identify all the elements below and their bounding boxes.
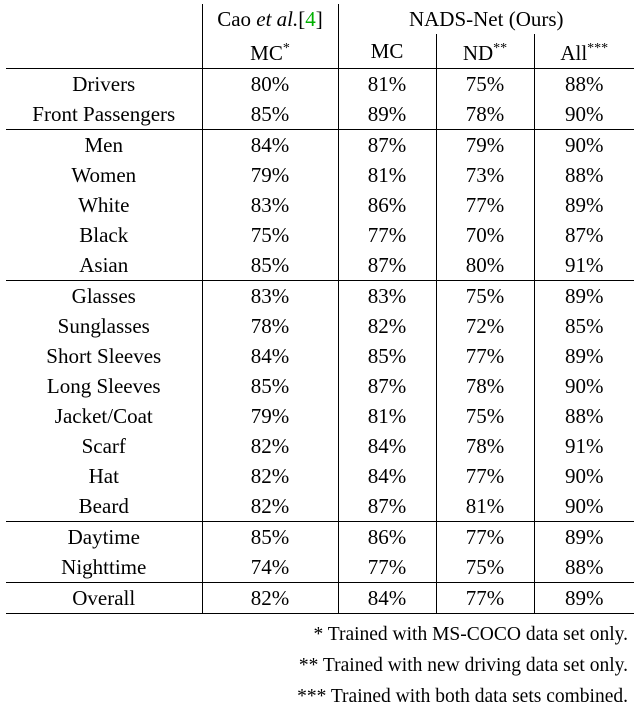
cell-nads-mc: 81% xyxy=(338,69,436,100)
cell-nads-nd: 70% xyxy=(436,220,534,250)
cell-nads-nd: 73% xyxy=(436,160,534,190)
row-label: Drivers xyxy=(72,72,136,96)
cell-cao-mc: 75% xyxy=(202,220,338,250)
table-row xyxy=(6,341,634,371)
cell-nads-all: 89% xyxy=(565,193,604,217)
row-label: Sunglasses xyxy=(57,314,150,338)
header-cao-name: Cao xyxy=(217,7,252,31)
header-group-row xyxy=(6,4,634,34)
cell-overall-cao-mc: 82% xyxy=(202,583,338,614)
table-row xyxy=(6,281,634,312)
cell-nads-mc: 87% xyxy=(338,371,436,401)
header-nads-mc-text: MC xyxy=(370,39,404,63)
cell-nads-all: 90% xyxy=(565,374,604,398)
table-row xyxy=(6,491,634,522)
cell-cao-mc: 79% xyxy=(202,401,338,431)
cell-nads-nd: 77% xyxy=(436,522,534,553)
cell-nads-nd: 75% xyxy=(436,281,534,312)
cell-cao-mc: 83% xyxy=(202,281,338,312)
header-nads-nd xyxy=(436,34,534,69)
cell-nads-nd: 79% xyxy=(436,130,534,161)
row-label: Men xyxy=(84,133,123,157)
cell-nads-nd: 77% xyxy=(436,190,534,220)
table-row xyxy=(6,250,634,281)
cell-cao-mc: 84% xyxy=(202,341,338,371)
table-row xyxy=(6,401,634,431)
cell-nads-mc: 81% xyxy=(338,160,436,190)
cell-cao-mc: 78% xyxy=(202,311,338,341)
table-row xyxy=(6,190,634,220)
table-row xyxy=(6,311,634,341)
table-row xyxy=(6,130,634,161)
cell-nads-all: 88% xyxy=(534,552,634,583)
header-nads-all-sup: *** xyxy=(587,41,609,56)
row-label: Long Sleeves xyxy=(46,374,161,398)
cell-nads-mc: 77% xyxy=(338,552,436,583)
row-label: White xyxy=(78,193,130,217)
row-label: Glasses xyxy=(71,284,136,308)
cell-cao-mc: 82% xyxy=(202,491,338,522)
table-figure xyxy=(0,4,640,718)
cell-nads-mc: 83% xyxy=(338,281,436,312)
header-cao-mc-sup: * xyxy=(282,41,290,56)
cell-nads-all: 87% xyxy=(565,223,604,247)
cell-nads-all: 88% xyxy=(565,72,604,96)
table-footnotes xyxy=(0,619,630,712)
table-header xyxy=(6,4,634,69)
table-body xyxy=(6,69,634,614)
cell-nads-all: 89% xyxy=(565,525,604,549)
footnote-1: * Trained with MS-COCO data set only. xyxy=(313,624,628,645)
cell-cao-mc: 82% xyxy=(202,461,338,491)
row-label: Short Sleeves xyxy=(46,344,162,368)
header-cao-etal: et al. xyxy=(256,7,299,31)
table-row xyxy=(6,220,634,250)
header-nads-mc xyxy=(338,34,436,69)
cell-nads-mc: 84% xyxy=(338,431,436,461)
citation-link-4[interactable]: 4 xyxy=(305,7,316,31)
row-label: Daytime xyxy=(67,525,140,549)
footnote-3: *** Trained with both data sets combined. xyxy=(297,686,628,707)
cell-nads-all: 91% xyxy=(565,434,604,458)
row-label: Front Passengers xyxy=(6,99,202,130)
cell-overall-nads-mc: 84% xyxy=(338,583,436,614)
header-cao-mc xyxy=(202,34,338,69)
cell-cao-mc: 85% xyxy=(202,522,338,553)
cell-nads-mc: 85% xyxy=(338,341,436,371)
cell-nads-mc: 84% xyxy=(338,461,436,491)
cell-nads-all: 90% xyxy=(534,99,634,130)
cell-nads-all: 89% xyxy=(565,344,604,368)
footnote-2: ** Trained with new driving data set only. xyxy=(298,655,628,676)
row-label: Jacket/Coat xyxy=(54,404,153,428)
row-label: Hat xyxy=(88,464,119,488)
header-nads-nd-text: ND xyxy=(462,41,494,65)
cell-cao-mc: 80% xyxy=(202,69,338,100)
cell-nads-mc: 86% xyxy=(338,522,436,553)
header-group-cao xyxy=(202,4,338,34)
cell-nads-all: 90% xyxy=(565,464,604,488)
cell-nads-all: 85% xyxy=(565,314,604,338)
cell-nads-nd: 81% xyxy=(436,491,534,522)
cell-nads-nd: 75% xyxy=(436,401,534,431)
header-nads-all-text: All xyxy=(560,41,588,65)
table-row xyxy=(6,461,634,491)
header-sub-spacer xyxy=(6,34,202,69)
results-table xyxy=(6,4,634,614)
cell-cao-mc: 84% xyxy=(202,130,338,161)
cell-nads-all: 88% xyxy=(565,404,604,428)
table-row xyxy=(6,552,634,583)
cell-cao-mc: 74% xyxy=(202,552,338,583)
cell-cao-mc: 85% xyxy=(202,250,338,281)
cell-nads-nd: 75% xyxy=(436,69,534,100)
cell-overall-nads-all: 89% xyxy=(534,583,634,614)
cell-cao-mc: 82% xyxy=(202,431,338,461)
cell-nads-mc: 86% xyxy=(338,190,436,220)
header-cao-bracket-close: ] xyxy=(315,7,323,31)
table-row xyxy=(6,371,634,401)
row-label: Women xyxy=(71,163,137,187)
row-label: Asian xyxy=(6,250,202,281)
cell-nads-mc: 82% xyxy=(338,311,436,341)
header-nads-nd-sup: ** xyxy=(493,41,508,56)
cell-nads-all: 90% xyxy=(565,133,604,157)
cell-nads-mc: 77% xyxy=(338,220,436,250)
cell-nads-nd: 78% xyxy=(436,99,534,130)
table-row xyxy=(6,522,634,553)
cell-nads-nd: 72% xyxy=(436,311,534,341)
cell-cao-mc: 85% xyxy=(202,371,338,401)
cell-overall-nads-nd: 77% xyxy=(436,583,534,614)
cell-nads-nd: 78% xyxy=(436,371,534,401)
row-label: Nighttime xyxy=(6,552,202,583)
cell-cao-mc: 79% xyxy=(202,160,338,190)
cell-nads-all: 89% xyxy=(565,284,604,308)
cell-nads-nd: 80% xyxy=(436,250,534,281)
table-row xyxy=(6,69,634,100)
cell-nads-mc: 89% xyxy=(338,99,436,130)
cell-nads-all: 91% xyxy=(534,250,634,281)
cell-nads-nd: 75% xyxy=(436,552,534,583)
row-label: Beard xyxy=(6,491,202,522)
cell-nads-all: 90% xyxy=(534,491,634,522)
header-group-nads: NADS-Net (Ours) xyxy=(408,7,564,31)
cell-nads-mc: 87% xyxy=(338,130,436,161)
header-spacer xyxy=(6,4,202,34)
cell-nads-mc: 87% xyxy=(338,491,436,522)
table-row xyxy=(6,160,634,190)
cell-nads-all: 88% xyxy=(565,163,604,187)
cell-cao-mc: 83% xyxy=(202,190,338,220)
cell-nads-nd: 77% xyxy=(436,461,534,491)
row-label: Black xyxy=(79,223,129,247)
header-cao-mc-text: MC xyxy=(250,41,283,65)
cell-cao-mc: 85% xyxy=(202,99,338,130)
cell-nads-mc: 81% xyxy=(338,401,436,431)
header-sub-row xyxy=(6,34,634,69)
table-row-overall xyxy=(6,583,634,614)
row-label-overall: Overall xyxy=(6,583,202,614)
cell-nads-nd: 78% xyxy=(436,431,534,461)
table-row xyxy=(6,431,634,461)
header-nads-all xyxy=(534,34,634,69)
row-label: Scarf xyxy=(81,434,126,458)
cell-nads-nd: 77% xyxy=(436,341,534,371)
cell-nads-mc: 87% xyxy=(338,250,436,281)
table-row xyxy=(6,99,634,130)
header-cao-bracket-open: [ xyxy=(298,7,306,31)
